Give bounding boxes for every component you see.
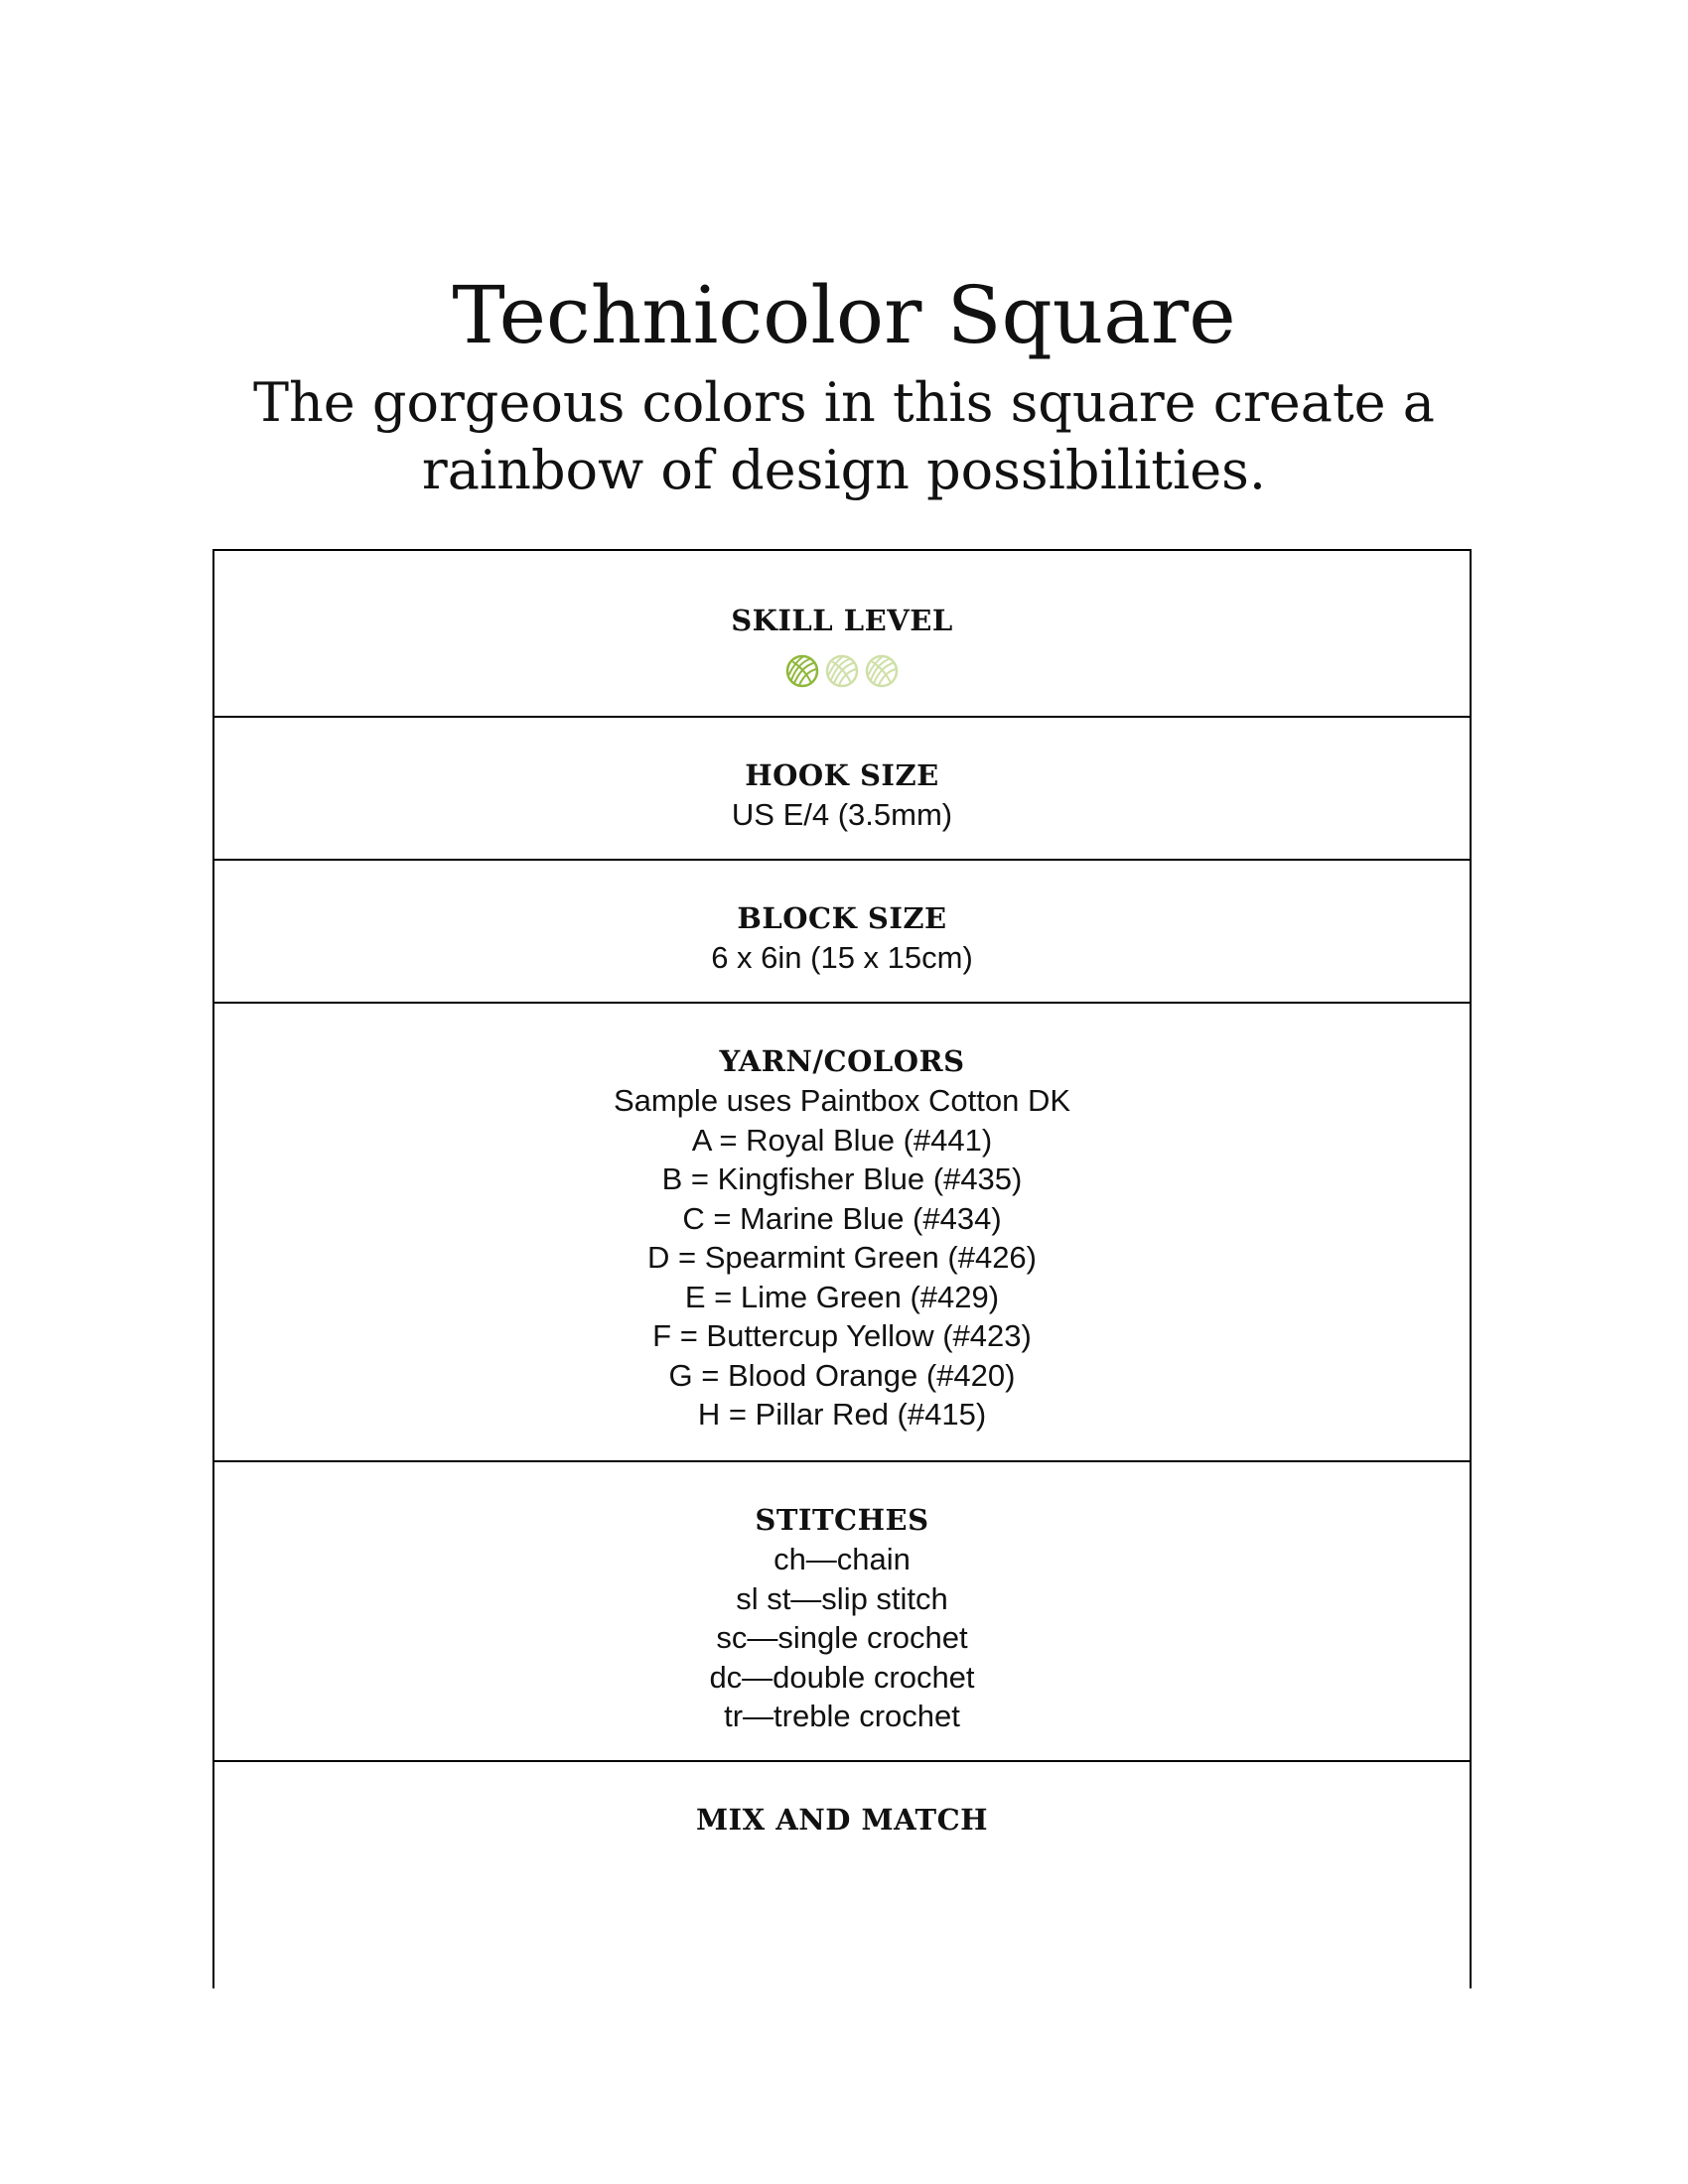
subtitle-line: rainbow of design possibilities. xyxy=(421,439,1267,501)
yarn-colors-heading: YARN/COLORS xyxy=(719,1044,965,1078)
page-title: Technicolor Square xyxy=(452,269,1236,361)
yarn-line: A = Royal Blue (#441) xyxy=(691,1122,993,1158)
yarn-colors-section xyxy=(214,1004,1470,1462)
skill-level-rating xyxy=(214,654,1470,688)
yarn-line: F = Buttercup Yellow (#423) xyxy=(652,1318,1032,1353)
subtitle-line: The gorgeous colors in this square create a xyxy=(253,371,1435,434)
stitches-section xyxy=(214,1462,1470,1762)
block-size-heading: BLOCK SIZE xyxy=(737,901,947,935)
skill-level-section xyxy=(214,551,1470,718)
yarn-ball-icon xyxy=(865,654,899,688)
block-size-section xyxy=(214,861,1470,1004)
skill-level-heading: SKILL LEVEL xyxy=(731,604,953,637)
yarn-ball-icon xyxy=(825,654,859,688)
page-subtitle xyxy=(0,369,1688,504)
stitch-line: sc—single crochet xyxy=(716,1620,968,1655)
stitch-line: ch—chain xyxy=(774,1542,911,1576)
yarn-line: G = Blood Orange (#420) xyxy=(668,1357,1016,1393)
yarn-ball-icon xyxy=(785,654,819,688)
stitch-line: tr—treble crochet xyxy=(724,1699,960,1733)
yarn-line: C = Marine Blue (#434) xyxy=(682,1200,1002,1236)
stitches-heading: STITCHES xyxy=(755,1503,929,1537)
mix-and-match-section xyxy=(214,1762,1470,1988)
yarn-line: Sample uses Paintbox Cotton DK xyxy=(613,1083,1071,1118)
hook-size-value: US E/4 (3.5mm) xyxy=(731,797,953,832)
mix-and-match-heading: MIX AND MATCH xyxy=(695,1803,989,1837)
stitch-line: dc—double crochet xyxy=(709,1659,975,1695)
yarn-line: D = Spearmint Green (#426) xyxy=(647,1240,1037,1275)
yarn-line: B = Kingfisher Blue (#435) xyxy=(661,1161,1023,1196)
block-size-value: 6 x 6in (15 x 15cm) xyxy=(711,940,973,975)
hook-size-section xyxy=(214,718,1470,861)
stitch-line: sl st—slip stitch xyxy=(736,1580,948,1616)
yarn-line: E = Lime Green (#429) xyxy=(684,1279,1000,1314)
yarn-line: H = Pillar Red (#415) xyxy=(697,1397,987,1432)
pattern-info-table xyxy=(212,549,1472,1988)
hook-size-heading: HOOK SIZE xyxy=(745,758,939,792)
